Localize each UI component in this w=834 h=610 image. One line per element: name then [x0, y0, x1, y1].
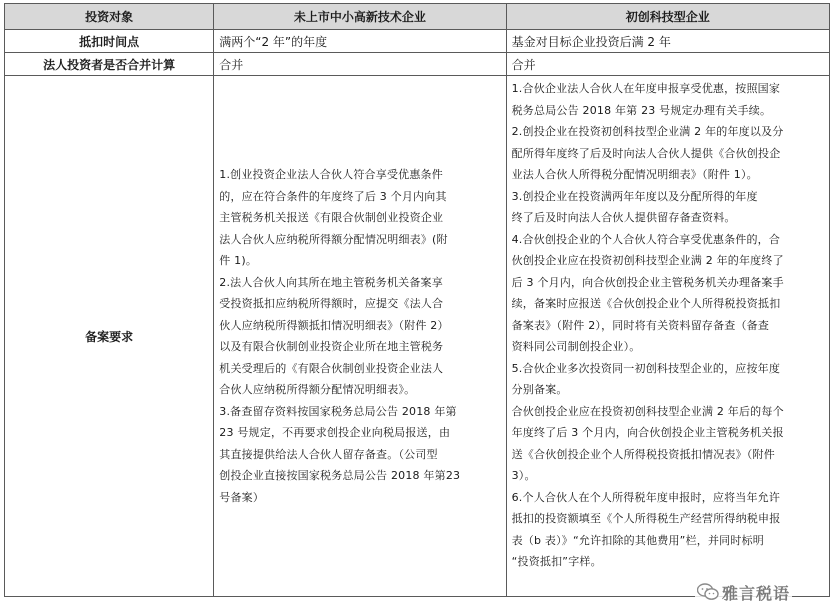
filing-line: 年度终了后 3 个月内，向合伙创投企业主管税务机关报: [511, 426, 784, 439]
filing-line: 的，应在符合条件的年度终了后 3 个月内向其: [219, 189, 447, 203]
filing-line: 伙创投企业应在投资初创科技型企业满 2 年的年度终了: [511, 254, 784, 267]
filing-line: 合伙人应纳税所得额分配情况明细表》。: [219, 383, 416, 396]
filing-line: 其直接提供给法人合伙人留存备查。（公司型: [219, 447, 438, 461]
filing-line: “投资抵扣”字样。: [511, 555, 602, 568]
header-row: [5, 4, 830, 30]
filing-line: 3）。: [511, 469, 536, 482]
filing-line: 2.创投企业在投资初创科技型企业满 2 年的年度以及分: [511, 125, 784, 138]
comparison-table: [4, 3, 830, 597]
filing-line: 受投资抵扣应纳税所得额时，应提交《法人合: [219, 297, 444, 310]
row-label: 法人投资者是否合并计算: [5, 53, 214, 76]
filing-line: 续，备案时应报送《合伙创投企业个人所得税投资抵扣: [511, 297, 781, 310]
filing-line: 6.个人合伙人在个人所得税年度申报时，应将当年允许: [511, 490, 781, 504]
filing-line: 资料同公司制创投企业）。: [511, 340, 641, 353]
cell-hightech: 满两个“2 年”的年度: [214, 30, 506, 53]
filing-line: 4.合伙创投企业的个人合伙人符合享受优惠条件的，合: [511, 232, 781, 246]
filing-line: 机关受理后的《有限合伙制创业投资企业法人: [219, 361, 444, 375]
filing-line: 主管税务机关报送《有限合伙制创业投资企业: [219, 211, 444, 224]
filing-line: 备案表》（附件 2），同时将有关资料留存备查（备查: [511, 318, 770, 332]
cell-hightech: 合并: [214, 53, 506, 76]
filing-line: 1.创业投资企业法人合伙人符合享受优惠条件: [219, 168, 443, 181]
cell-hightech-filing: [214, 76, 506, 597]
filing-line: 件 1)。: [219, 254, 258, 267]
watermark: [695, 578, 792, 606]
filing-line: 抵扣的投资额填至《个人所得税生产经营所得纳税申报: [511, 512, 781, 525]
filing-line: 合伙创投企业应在投资初创科技型企业满 2 年后的每个: [511, 404, 784, 418]
filing-line: 分别备案。: [511, 383, 568, 396]
filing-line: 5.合伙企业多次投资同一初创科技型企业的，应按年度: [511, 361, 781, 375]
filing-text-startup: [512, 78, 824, 573]
filing-line: 2.法人合伙人向其所在地主管税务机关备案享: [219, 275, 443, 289]
filing-line: 终了后及时向法人合伙人提供留存备查资料。: [511, 211, 736, 224]
watermark-text: 雅言税语: [721, 583, 790, 603]
header-investment-target: 投资对象: [5, 4, 214, 30]
header-unlisted-hightech: 未上市中小高新技术企业: [214, 4, 506, 30]
filing-line: 3.备查留存资料按国家税务总局公告 2018 年第: [219, 404, 457, 418]
filing-line: 创投企业直接按国家税务总局公告 2018 年第23: [219, 469, 461, 482]
filing-line: 法人合伙人应纳税所得额分配情况明细表》(附: [219, 232, 448, 246]
row-filing: [5, 76, 830, 597]
row-deduction-time: [5, 30, 830, 53]
row-consolidated: [5, 53, 830, 76]
cell-startup: 合并: [506, 53, 829, 76]
row-label: 备案要求: [5, 76, 214, 597]
filing-line: 表（b 表）》“允许扣除的其他费用”栏，并同时标明: [511, 533, 764, 547]
filing-line: 23 号规定，不再要求创投企业向税局报送，由: [219, 426, 451, 439]
filing-line: 配所得年度终了后及时向法人合伙人提供《合伙创投企: [511, 146, 781, 160]
filing-text-hightech: [219, 164, 500, 508]
cell-startup: 基金对目标企业投资后满 2 年: [506, 30, 829, 53]
wechat-icon: [697, 583, 719, 601]
row-label: 抵扣时间点: [5, 30, 214, 53]
filing-line: 税务总局公告 2018 年第 23 号规定办理有关手续。: [511, 103, 772, 117]
filing-line: 1.合伙企业法人合伙人在年度申报享受优惠，按照国家: [511, 82, 781, 95]
filing-line: 业法人合伙人所得税分配情况明细表》（附件 1）。: [511, 168, 758, 181]
filing-line: 送《合伙创投企业个人所得税投资抵扣情况表》（附件: [511, 447, 775, 461]
filing-line: 号备案）: [219, 490, 265, 504]
header-startup-tech: 初创科技型企业: [506, 4, 829, 30]
filing-line: 以及有限合伙制创业投资企业所在地主管税务: [219, 340, 444, 353]
filing-line: 伙人应纳税所得额抵扣情况明细表》（附件 2）: [219, 318, 449, 332]
filing-line: 后 3 个月内，向合伙创投企业主管税务机关办理备案手: [511, 275, 784, 289]
cell-startup-filing: [506, 76, 829, 597]
filing-line: 3.创投企业在投资满两年年度以及分配所得的年度: [511, 189, 758, 203]
